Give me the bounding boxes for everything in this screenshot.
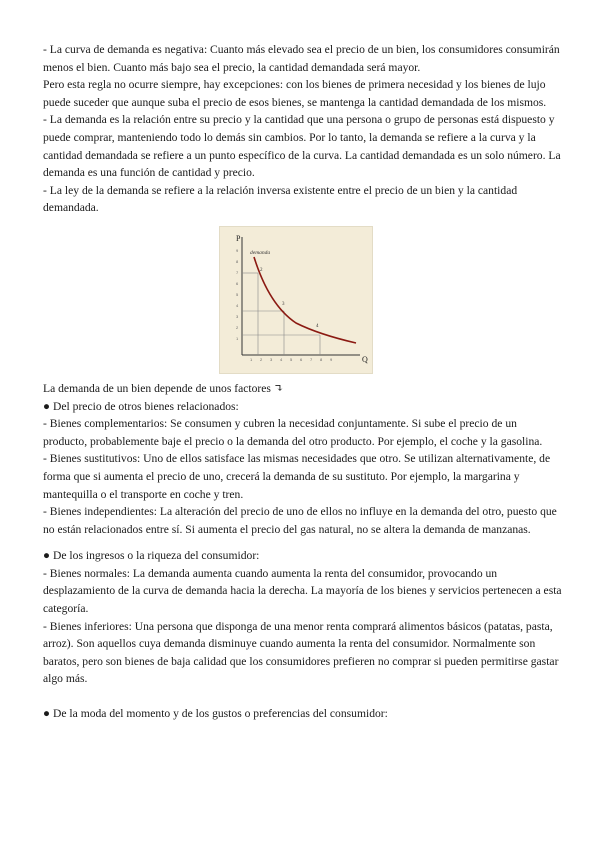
point-label-2: 2 [260, 267, 263, 273]
section-heading-text: De la moda del momento y de los gustos o preferencias del consumidor: [53, 707, 388, 721]
point-label-3: 3 [282, 301, 285, 307]
figure-container [43, 226, 563, 374]
x-tick-labels [250, 357, 333, 362]
x-tick: 4 [280, 356, 283, 362]
x-tick: 6 [300, 356, 303, 362]
x-tick: 5 [290, 356, 293, 362]
y-tick: 9 [236, 247, 239, 253]
y-tick: 2 [236, 324, 239, 330]
demand-curve-figure [219, 226, 373, 374]
guide-lines [242, 273, 320, 355]
section-heading-moda [43, 705, 563, 723]
bullet-icon: ● [43, 399, 51, 413]
bullet-icon: ● [43, 707, 51, 721]
item-sustitutivos: - Bienes sustitutivos: Uno de ellos satisface las mismas necesidades que otro. Se utilizan alternativamente, de forma que si aumenta el precio de uno, crecerá la demanda de su sustituto. Por ejemplo, la margarina y mantequilla o el transporte en coche y tren. [43, 452, 551, 501]
y-tick: 3 [236, 313, 239, 319]
y-tick-labels [236, 248, 239, 341]
item-normales: - Bienes normales: La demanda aumenta cuando aumenta la renta del consumidor, provocando un desplazamiento de la curva de demanda hacia la derecha. La mayoría de los bienes y servicios pertenecen a esta categoría. [43, 566, 562, 616]
section-heading-ingresos [43, 547, 563, 565]
x-tick: 1 [250, 356, 253, 362]
y-tick: 6 [236, 280, 239, 286]
x-tick: 9 [330, 356, 333, 362]
y-tick: 8 [236, 258, 239, 264]
y-tick: 7 [236, 269, 239, 275]
spacer [43, 688, 563, 705]
point-label-4: 4 [316, 323, 319, 329]
paragraph-excepciones: Pero esta regla no ocurre siempre, hay excepciones: con los bienes de primera necesidad y los bienes de lujo puede suceder que aunque suba el precio de esos bienes, se mantenga la cantidad demandada de los mismos. [43, 78, 547, 109]
x-tick: 7 [310, 356, 313, 362]
bullet-icon: ● [43, 549, 51, 563]
document-page [43, 41, 563, 723]
section-heading-otros-bienes [43, 398, 563, 416]
spacer [43, 538, 563, 547]
item-independientes: - Bienes independientes: La alteración del precio de uno de ellos no influye en la demanda del otro, puesto que no están relacionados entre sí. Si aumenta el precio del gas natural, no se altera la demanda de manzanas. [43, 505, 557, 536]
x-tick: 2 [260, 356, 263, 362]
x-tick: 8 [320, 356, 323, 362]
section-heading-text: Del precio de otros bienes relacionados: [53, 399, 239, 413]
y-tick: 4 [236, 302, 239, 308]
section-heading-text: De los ingresos o la riqueza del consumidor: [53, 549, 260, 563]
y-tick: 1 [236, 335, 239, 341]
y-tick: 5 [236, 291, 239, 297]
paragraph-definicion-demanda: - La demanda es la relación entre su precio y la cantidad que una persona o grupo de personas está dispuesto y puede comprar, manteniendo todo lo demás sin cambios. Por lo tanto, la demanda se refiere a la curva y la cantidad demandada se refiere a un punto específico de la curva. La cantidad demandada es un solo número. La demanda es una función de cantidad y precio. [43, 113, 561, 180]
item-inferiores: - Bienes inferiores: Una persona que disponga de una menor renta comprará alimentos básicos (patatas, pasta, arroz). Son aquellos cuya demanda disminuye cuando aumenta la renta del consumidor. Normalmente son baratos, pero son bienes de baja calidad que los consumidores prefieren no comprar si pueden permitirse gastar algo más. [43, 619, 559, 686]
paragraph-curva-negativa: - La curva de demanda es negativa: Cuanto más elevado sea el precio de un bien, los consumidores consumirán menos el bien. Cuanto más bajo sea el precio, la cantidad demandada será mayor. [43, 43, 560, 74]
item-complementarios: - Bienes complementarios: Se consumen y cubren la necesidad conjuntamente. Si sube el precio de un producto, probablemente baje el precio o la demanda del otro producto. Por ejemplo, el coche y la gasolina. [43, 417, 543, 448]
x-axis-label: Q [362, 354, 368, 364]
factors-intro: La demanda de un bien depende de unos factores ↴ [43, 381, 284, 395]
paragraph-ley-demanda: - La ley de la demanda se refiere a la relación inversa existente entre el precio de un bien y la cantidad demandada. [43, 183, 518, 215]
curve-label: demanda [250, 249, 271, 256]
x-tick: 3 [270, 356, 273, 362]
y-axis-label: P [236, 233, 241, 243]
demand-curve-chart [220, 227, 372, 373]
demand-curve [254, 257, 356, 343]
